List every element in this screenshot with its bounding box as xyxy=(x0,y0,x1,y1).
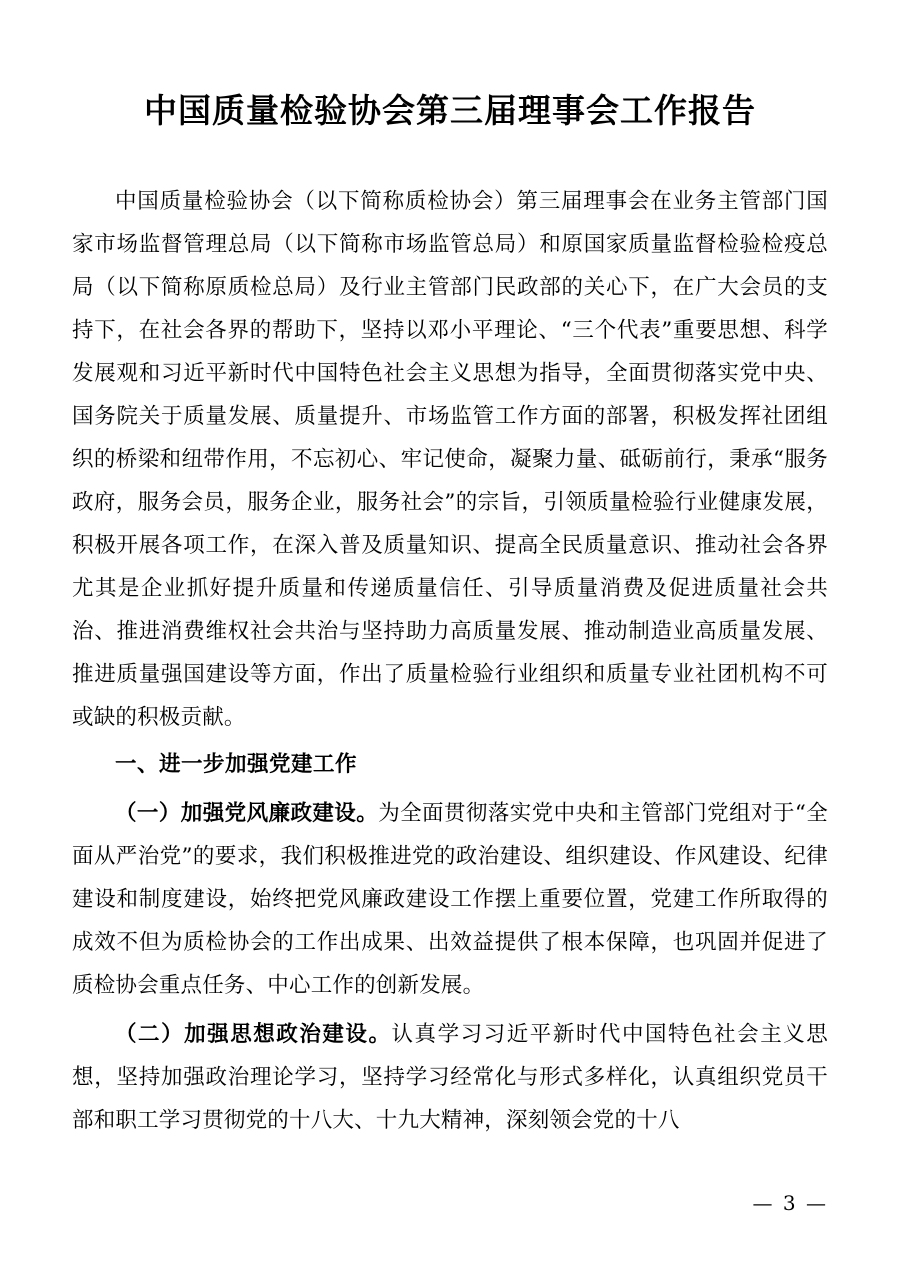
paragraph-subsection-1 xyxy=(72,792,828,1007)
paragraph-subsection-2 xyxy=(72,1013,828,1142)
subsection-1-lead: （一）加强党风廉政建设。 xyxy=(115,801,379,827)
page-number: — 3 — xyxy=(752,1191,828,1215)
page-title: 中国质量检验协会第三届理事会工作报告 xyxy=(144,91,756,130)
section-heading-1: 一、进一步加强党建工作 xyxy=(115,752,358,778)
subsection-2-lead: （二）加强思想政治建设。 xyxy=(115,1022,392,1048)
subsection-2-text: 认真学习习近平新时代中国特色社会主义思想，坚持加强政治理论学习，坚持学习经常化与形式多样化，认真组织党员干部和职工学习贯彻党的十八大、十九大精神，深刻领会党的十八 xyxy=(72,1022,828,1134)
paragraph-intro: 中国质量检验协会（以下简称质检协会）第三届理事会在业务主管部门国家市场监督管理总局（以下简称市场监管总局）和原国家质量监督检验检疫总局（以下简称原质检总局）及行业主管部门民政部的关心下，在广大会员的支持下，在社会各界的帮助下，坚持以邓小平理论、“三个代表”重要思想、科学发展观和习近平新时代中国特色社会主义思想为指导，全面贯彻落实党中央、国务院关于质量发展、质量提升、市场监管工作方面的部署，积极发挥社团组织的桥梁和纽带作用，不忘初心、牢记使命，凝聚力量、砥砺前行，秉承“服务政府，服务会员，服务企业，服务社会”的宗旨，引领质量检验行业健康发展，积极开展各项工作，在深入普及质量知识、提高全民质量意识、推动社会各界尤其是企业抓好提升质量和传递质量信任、引导质量消费及促进质量社会共治、推进消费维权社会共治与坚持助力高质量发展、推动制造业高质量发展、推进质量强国建设等方面，作出了质量检验行业组织和质量专业社团机构不可或缺的积极贡献。 xyxy=(72,189,828,731)
document-body xyxy=(72,180,828,1142)
subsection-1-text: 为全面贯彻落实党中央和主管部门党组对于“全面从严治党”的要求，我们积极推进党的政治建设、组织建设、作风建设、纪律建设和制度建设，始终把党风廉政建设工作摆上重要位置，党建工作所取得的成效不但为质检协会的工作出成果、出效益提供了根本保障，也巩固并促进了质检协会重点任务、中心工作的创新发展。 xyxy=(72,801,829,999)
